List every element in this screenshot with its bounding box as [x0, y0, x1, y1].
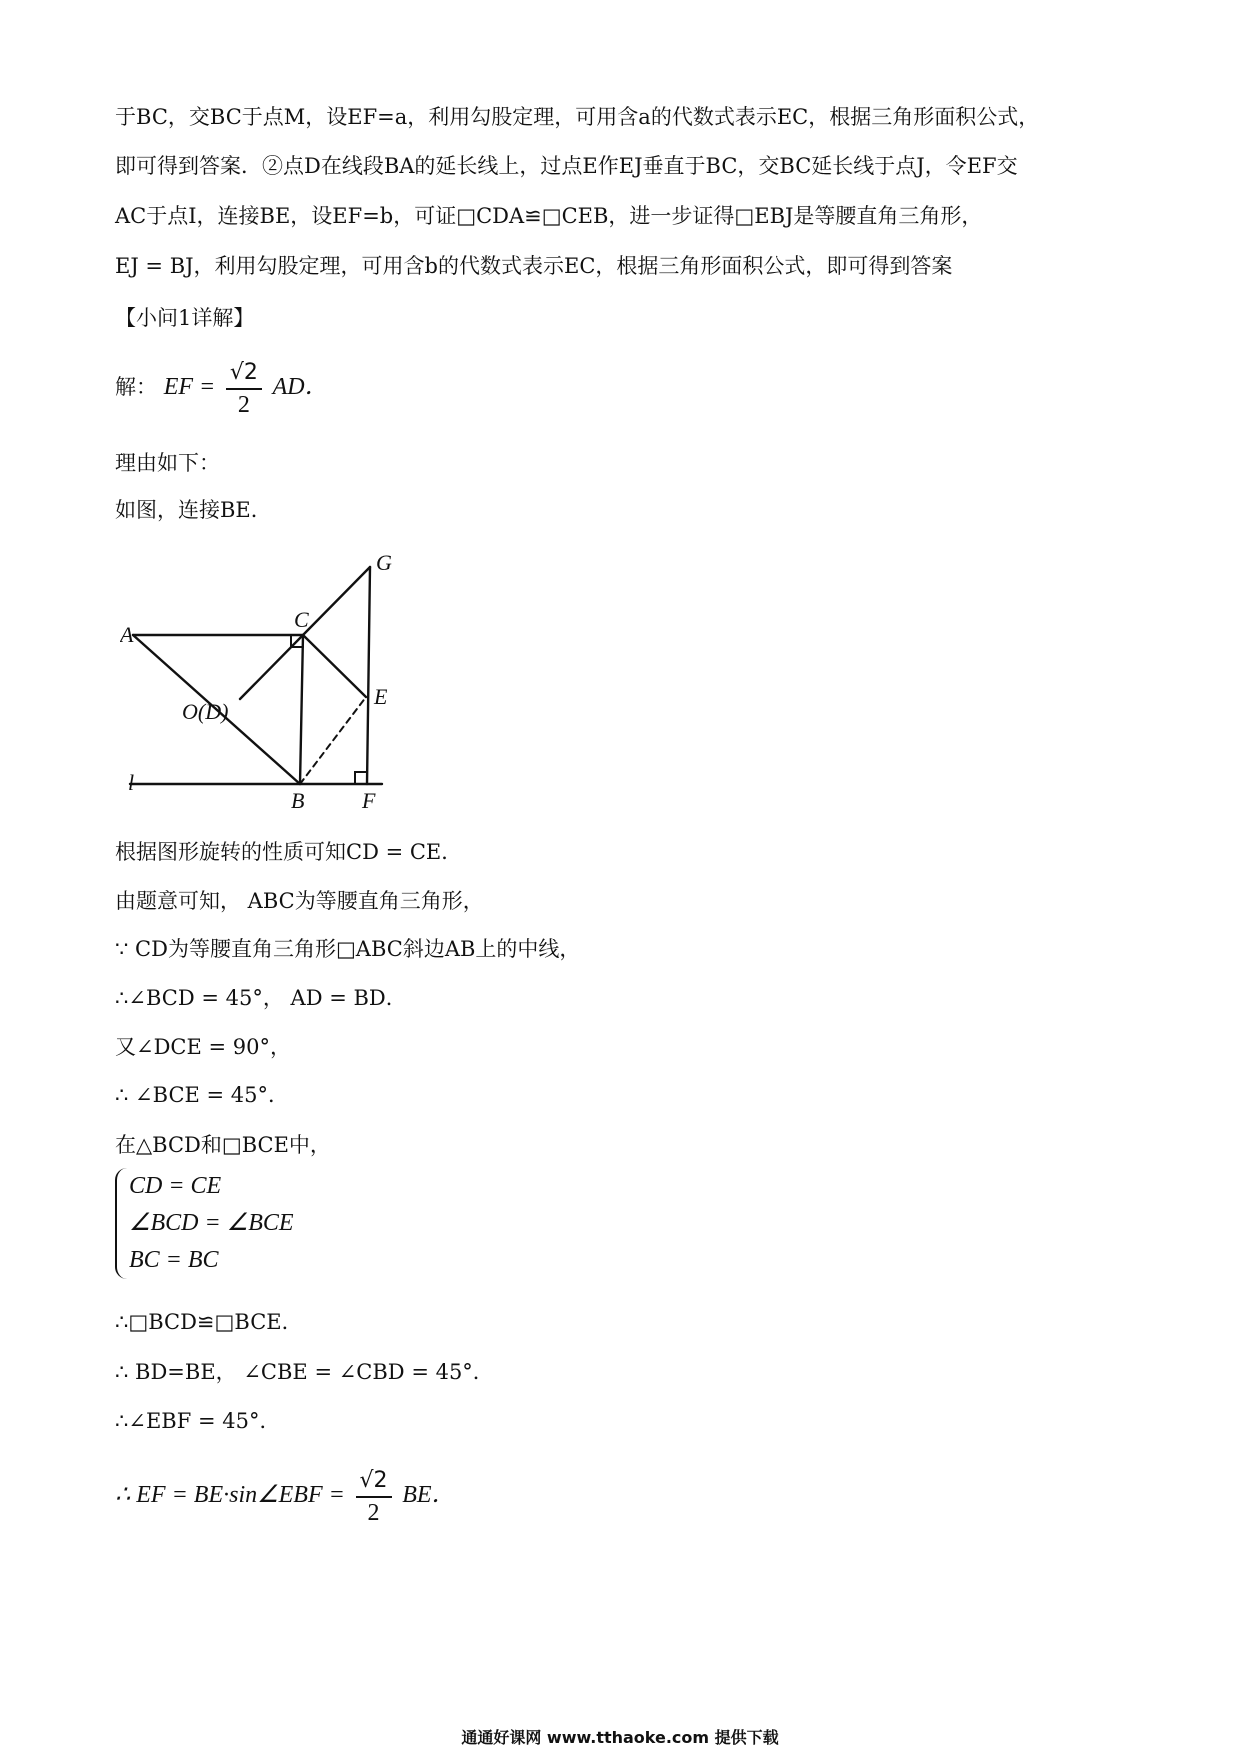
step-5: 又∠DCE = 90°， — [115, 1035, 291, 1059]
label-O-D: O(D) — [182, 699, 229, 724]
final-frac-num: √2 — [356, 1466, 392, 1498]
intro-line-3: AC于点I，连接BE，设EF=b，可证□CDA≌□CEB，进一步证得□EBJ是等腰直角三角形， — [115, 204, 983, 228]
label-l: l — [128, 770, 135, 795]
answer-fraction — [226, 358, 262, 420]
step-2: 由题意可知， ABC为等腰直角三角形， — [115, 889, 484, 913]
step-1: 根据图形旋转的性质可知CD = CE． — [115, 840, 463, 864]
section-heading: 【小问1详解】 — [115, 306, 255, 330]
conclusion-2: ∴ BD=BE， ∠CBE = ∠CBD = 45°． — [115, 1360, 494, 1384]
final-frac-den: 2 — [367, 1499, 380, 1526]
label-A: A — [120, 622, 134, 647]
answer-frac-den: 2 — [237, 391, 250, 418]
system-row-3: BC = BC — [129, 1247, 219, 1273]
final-lhs: ∴ EF = BE·sin∠EBF = — [115, 1482, 345, 1508]
label-C: C — [294, 607, 309, 632]
label-F: F — [362, 788, 376, 812]
footer-watermark: 通通好课网 www.tthaoke.com 提供下载 — [461, 1728, 779, 1747]
answer-line — [115, 355, 329, 420]
segment-CG — [303, 567, 370, 635]
final-rhs: BE． — [402, 1482, 456, 1508]
final-fraction — [356, 1466, 392, 1528]
answer-frac-num: √2 — [226, 358, 262, 390]
intro-line-4: EJ = BJ，利用勾股定理，可用含b的代数式表示EC，根据三角形面积公式，即可得到答案 — [115, 254, 953, 278]
answer-rhs: AD． — [272, 374, 329, 400]
connect-line: 如图，连接BE． — [115, 498, 272, 522]
label-E: E — [374, 684, 388, 709]
conclusion-1: ∴□BCD≌□BCE． — [115, 1310, 303, 1334]
answer-prefix: 解： — [115, 375, 157, 399]
segment-BE-dashed — [300, 697, 366, 784]
system-row-2: ∠BCD = ∠BCE — [129, 1210, 294, 1236]
label-B: B — [291, 788, 305, 812]
intro-line-2: 即可得到答案．②点D在线段BA的延长线上，过点E作EJ垂直于BC，交BC延长线于点J，令EF交 — [115, 154, 1018, 178]
segment-CD — [240, 635, 303, 699]
step-6: ∴ ∠BCE = 45°． — [115, 1083, 290, 1107]
intro-line-1: 于BC，交BC于点M，设EF=a，利用勾股定理，可用含a的代数式表示EC，根据三角形面积公式， — [115, 105, 1040, 129]
conclusion-3: ∴∠EBF = 45°． — [115, 1409, 281, 1433]
final-line — [115, 1463, 456, 1528]
system-row-1: CD = CE — [129, 1173, 222, 1199]
reason-label: 理由如下： — [115, 451, 220, 475]
segment-GF — [367, 567, 370, 784]
geometry-figure — [120, 552, 420, 812]
segment-CE — [303, 635, 366, 697]
step-4: ∴∠BCD = 45°， AD = BD． — [115, 986, 407, 1010]
step-3: ∵ CD为等腰直角三角形□ABC斜边AB上的中线， — [115, 937, 581, 961]
segment-CB — [300, 635, 303, 784]
congruence-system — [115, 1168, 294, 1279]
step-7: 在△BCD和□BCE中， — [115, 1133, 331, 1157]
label-G: G — [376, 552, 392, 575]
answer-lhs: EF = — [163, 374, 216, 400]
right-angle-F — [355, 772, 367, 784]
